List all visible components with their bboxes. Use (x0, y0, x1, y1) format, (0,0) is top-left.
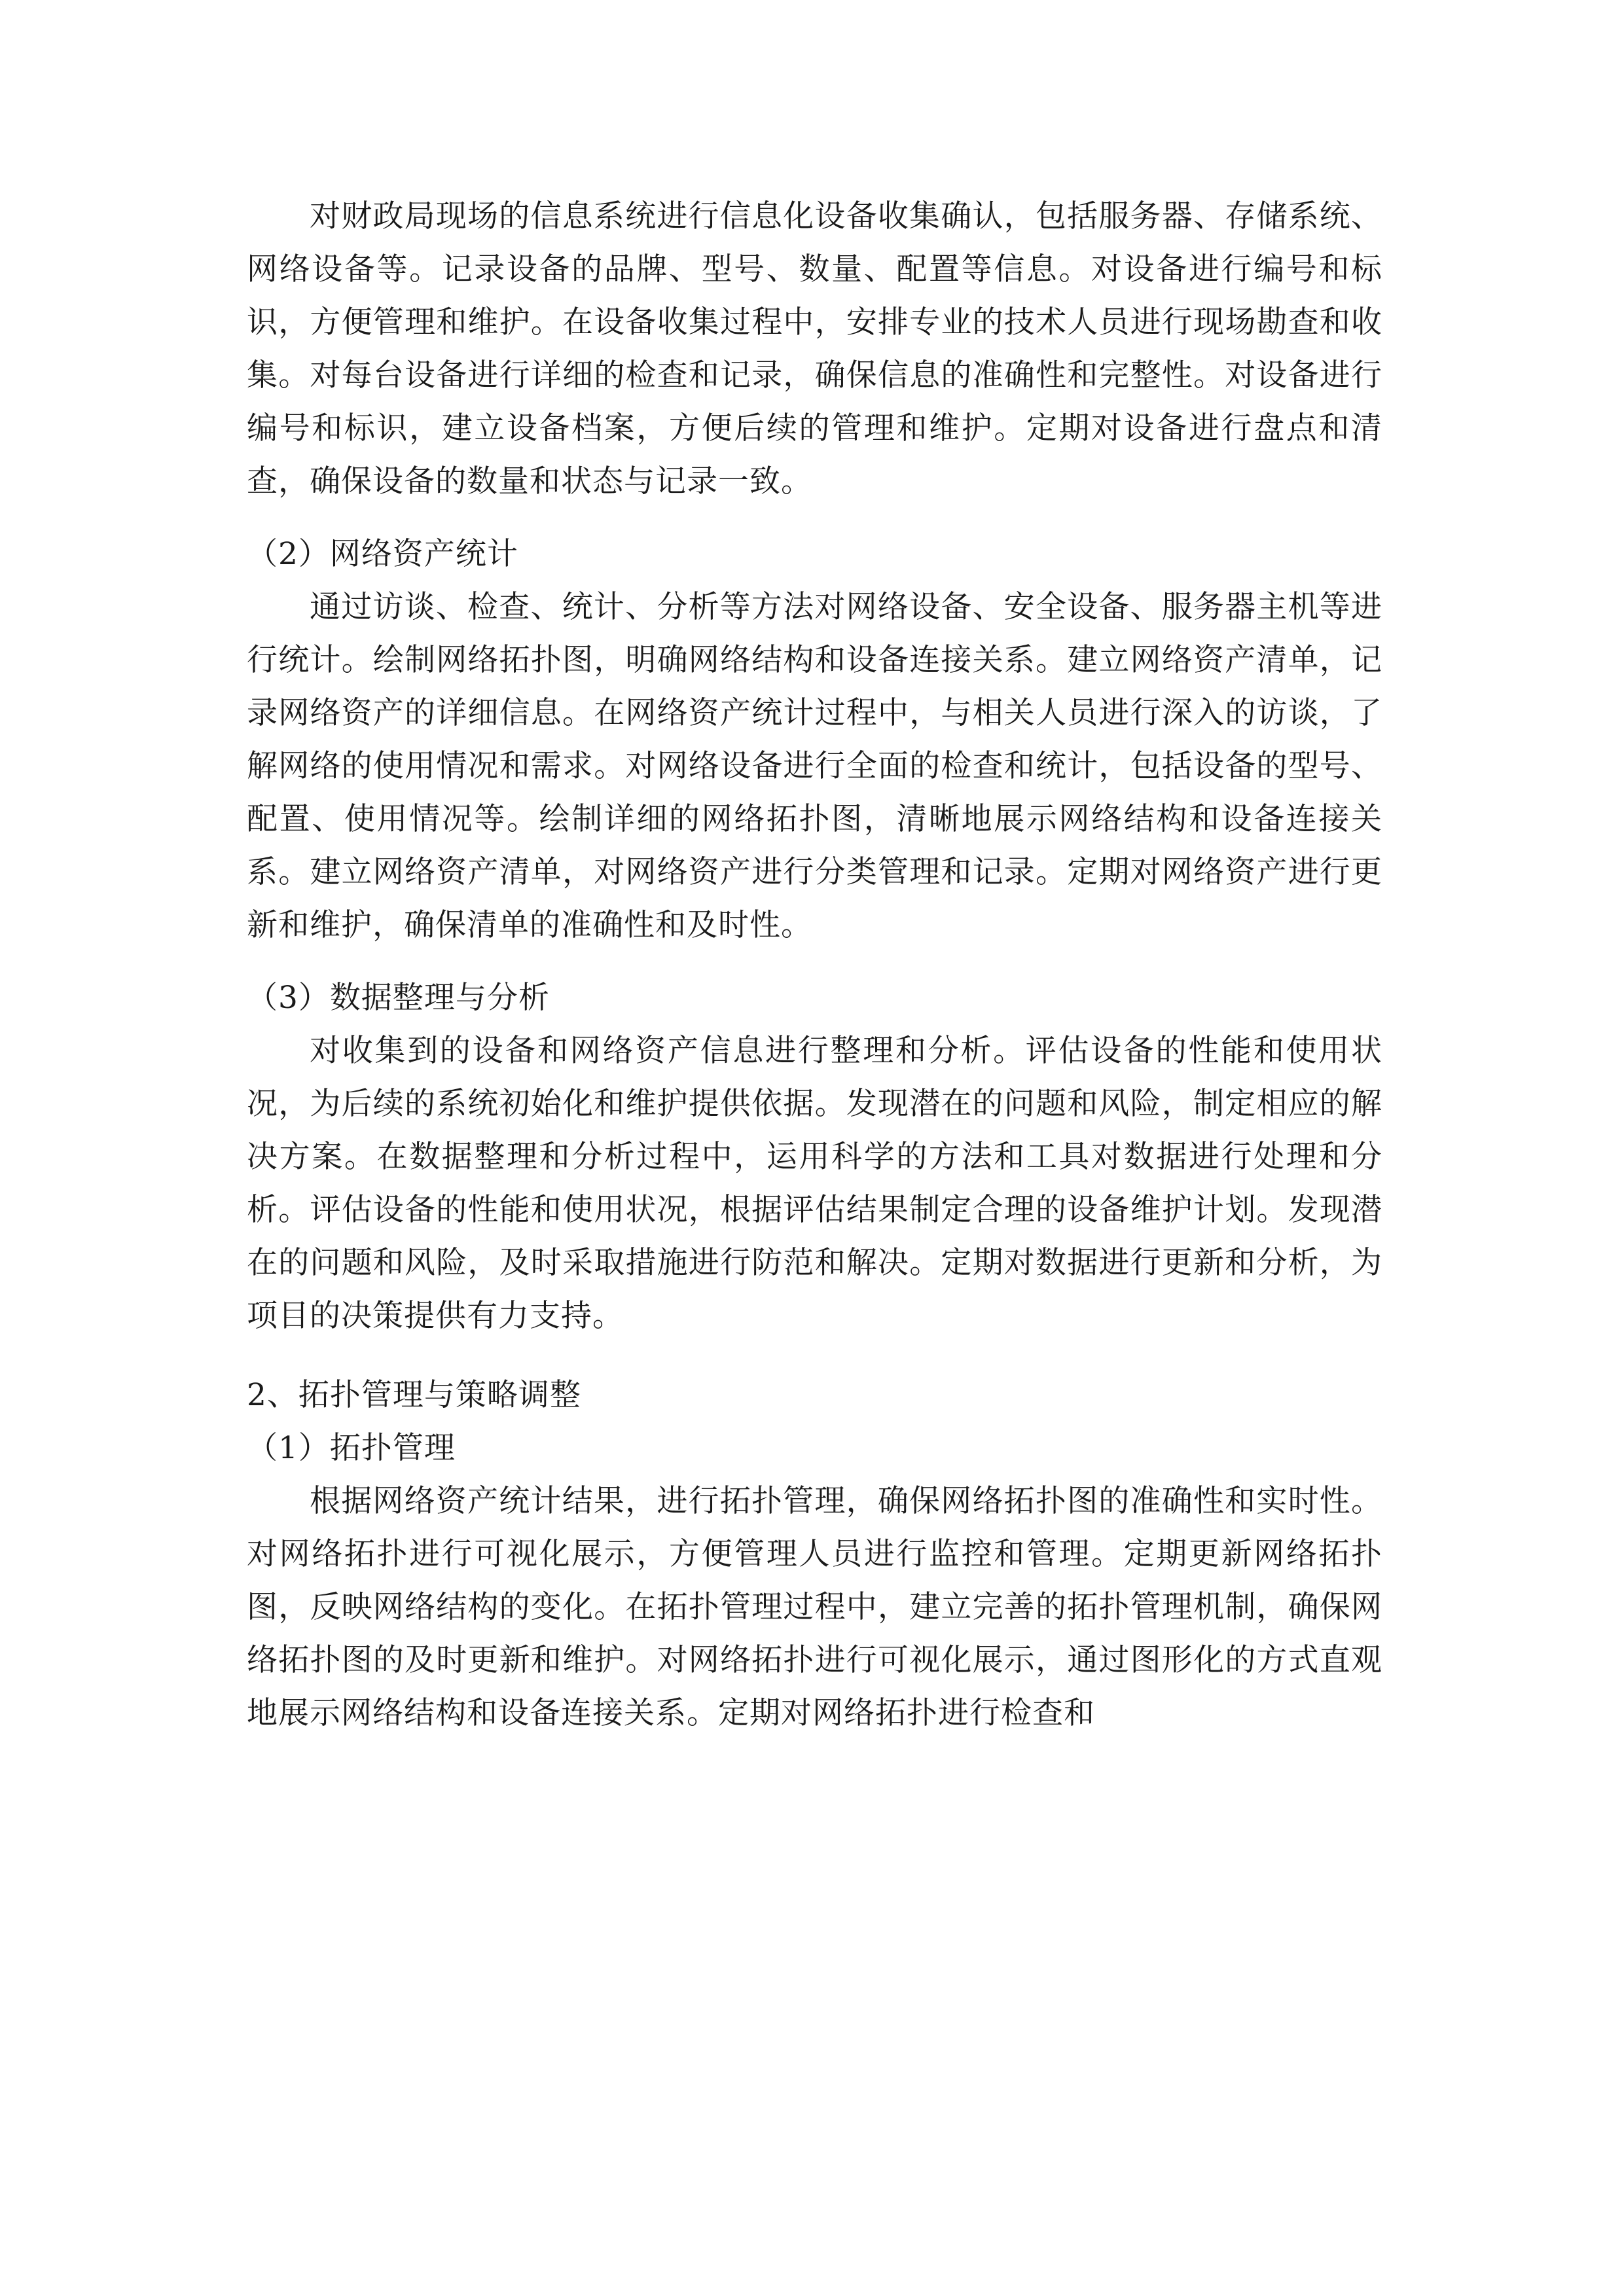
heading-topology-management: （1）拓扑管理 (247, 1430, 456, 1466)
heading-section-2: 2、拓扑管理与策略调整 (247, 1377, 581, 1413)
paragraph-network-asset-stats: 通过访谈、检查、统计、分析等方法对网络设备、安全设备、服务器主机等进行统计。绘制网络拓扑图，明确网络结构和设备连接关系。建立网络资产清单，记录网络资产的详细信息。在网络资产统计过程中，与相关人员进行深入的访谈，了解网络的使用情况和需求。对网络设备进行全面的检查和统计，包括设备的型号、配置、使用情况等。绘制详细的网络拓扑图，清晰地展示网络结构和设备连接关系。建立网络资产清单，对网络资产进行分类管理和记录。定期对网络资产进行更新和维护，确保清单的准确性和及时性。 (247, 589, 1382, 943)
heading-network-asset-stats: （2）网络资产统计 (247, 536, 518, 572)
heading-data-analysis: （3）数据整理与分析 (247, 980, 550, 1016)
paragraph-topology-management: 根据网络资产统计结果，进行拓扑管理，确保网络拓扑图的准确性和实时性。对网络拓扑进行可视化展示，方便管理人员进行监控和管理。定期更新网络拓扑图，反映网络结构的变化。在拓扑管理过程中，建立完善的拓扑管理机制，确保网络拓扑图的及时更新和维护。对网络拓扑进行可视化展示，通过图形化的方式直观地展示网络结构和设备连接关系。定期对网络拓扑进行检查和 (247, 1483, 1382, 1731)
paragraph-data-analysis: 对收集到的设备和网络资产信息进行整理和分析。评估设备的性能和使用状况，为后续的系统初始化和维护提供依据。发现潜在的问题和风险，制定相应的解决方案。在数据整理和分析过程中，运用科学的方法和工具对数据进行处理和分析。评估设备的性能和使用状况，根据评估结果制定合理的设备维护计划。发现潜在的问题和风险，及时采取措施进行防范和解决。定期对数据进行更新和分析，为项目的决策提供有力支持。 (247, 1033, 1382, 1334)
spacer (247, 508, 1382, 528)
spacer (247, 952, 1382, 971)
document-body (247, 190, 1382, 1740)
spacer (247, 1342, 1382, 1369)
paragraph-device-collection: 对财政局现场的信息系统进行信息化设备收集确认，包括服务器、存储系统、网络设备等。记录设备的品牌、型号、数量、配置等信息。对设备进行编号和标识，方便管理和维护。在设备收集过程中，安排专业的技术人员进行现场勘查和收集。对每台设备进行详细的检查和记录，确保信息的准确性和完整性。对设备进行编号和标识，建立设备档案，方便后续的管理和维护。定期对设备进行盘点和清查，确保设备的数量和状态与记录一致。 (247, 198, 1382, 499)
